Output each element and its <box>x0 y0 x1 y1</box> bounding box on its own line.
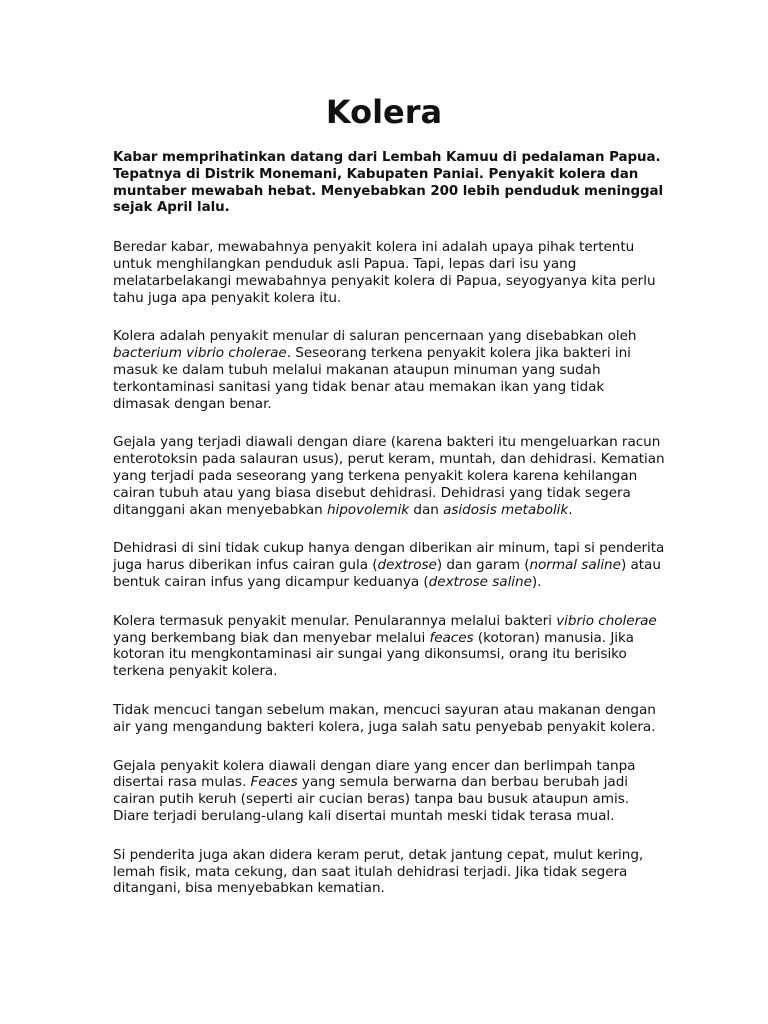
paragraph-4 <box>113 540 665 590</box>
paragraph-3 <box>113 434 665 518</box>
paragraph-8: Si penderita juga akan didera keram perut, detak jantung cepat, mulut kering, lemah fisik, mata cekung, dan saat itulah dehidrasi terjadi. Jika tidak segera ditangani, bisa menyebabkan kematian. <box>113 846 644 897</box>
paragraph-text: dan <box>409 501 444 518</box>
paragraph-text: Kolera adalah penyakit menular di saluran pencernaan yang disebabkan oleh <box>113 328 637 345</box>
paragraph-text: Gejala yang terjadi diawali dengan diare (karena bakteri itu mengeluarkan racun enterotoksin pada salauran usus), perut keram, muntah, dan dehidrasi. Kematian yang terjadi pada seseorang yang terkena penyakit kolera karena kehilangan cairan tubuh atau yang biasa disebut dehidrasi. Dehidrasi yang tidak segera ditanggani akan menyebabkan <box>113 434 665 518</box>
page-title: Kolera <box>325 93 443 131</box>
italic-term: hipovolemik <box>326 501 410 518</box>
italic-term: dextrose <box>377 557 437 574</box>
italic-term: dextrose saline <box>428 573 532 590</box>
italic-term: feaces <box>429 629 474 646</box>
italic-term: Feaces <box>250 774 298 791</box>
italic-term: asidosis metabolik <box>443 501 569 518</box>
paragraph-2 <box>113 328 665 412</box>
paragraph-text: ) dan garam ( <box>436 557 530 574</box>
paragraph-text: (kotoran) manusia. Jika kotoran itu mengkontaminasi air sungai yang dikonsumsi, orang itu berisiko terkena penyakit kolera. <box>113 629 634 680</box>
italic-term: vibrio cholerae <box>556 612 657 629</box>
paragraph-text: yang semula berwarna dan berbau berubah jadi cairan putih keruh (seperti air cucian beras) tanpa bau busuk ataupun amis. Diare terjadi berulang-ulang kali disertai muntah meski tidak terasa mual. <box>113 774 629 824</box>
paragraph-6: Tidak mencuci tangan sebelum makan, mencuci sayuran atau makanan dengan air yang mengandung bakteri kolera, juga salah satu penyebab penyakit kolera. <box>113 701 656 735</box>
paragraph-text: . <box>568 501 573 518</box>
italic-term: bacterium vibrio cholerae <box>113 345 287 362</box>
paragraph-text: . Seseorang terkena penyakit kolera jika bakteri ini masuk ke dalam tubuh melalui makanan ataupun minuman yang sudah terkontaminasi sanitasi yang tidak benar atau memakan ikan yang tidak dimasak dengan benar. <box>113 345 631 412</box>
paragraph-text: ). <box>531 573 542 590</box>
paragraph-7 <box>113 758 665 825</box>
article-body <box>113 150 665 919</box>
paragraph-text: Kolera termasuk penyakit menular. Penularannya melalui bakteri <box>113 612 557 629</box>
paragraph-text: ) atau bentuk cairan infus yang dicampur keduanya ( <box>113 557 661 590</box>
paragraph-1: Beredar kabar, mewabahnya penyakit kolera ini adalah upaya pihak tertentu untuk menghilangkan penduduk asli Papua. Tapi, lepas dari isu yang melatarbelakangi mewabahnya penyakit kolera di Papua, seyogyanya kita perlu tahu juga apa penyakit kolera itu. <box>113 239 656 306</box>
paragraph-text: yang berkembang biak dan menyebar melalui <box>113 629 430 646</box>
paragraph-text: Dehidrasi di sini tidak cukup hanya dengan diberikan air minum, tapi si penderita juga harus diberikan infus cairan gula ( <box>113 540 665 574</box>
paragraph-text: Gejala penyakit kolera diawali dengan diare yang encer dan berlimpah tanpa disertai rasa mulas. <box>113 757 636 791</box>
paragraph-5 <box>113 613 665 680</box>
italic-term: normal saline <box>529 557 621 574</box>
lead-paragraph: Kabar memprihatinkan datang dari Lembah Kamuu di pedalaman Papua. Tepatnya di Distrik Monemani, Kabupaten Paniai. Penyakit kolera dan muntaber mewabah hebat. Menyebabkan 200 lebih penduduk meninggal sejak April lalu. <box>113 150 664 216</box>
